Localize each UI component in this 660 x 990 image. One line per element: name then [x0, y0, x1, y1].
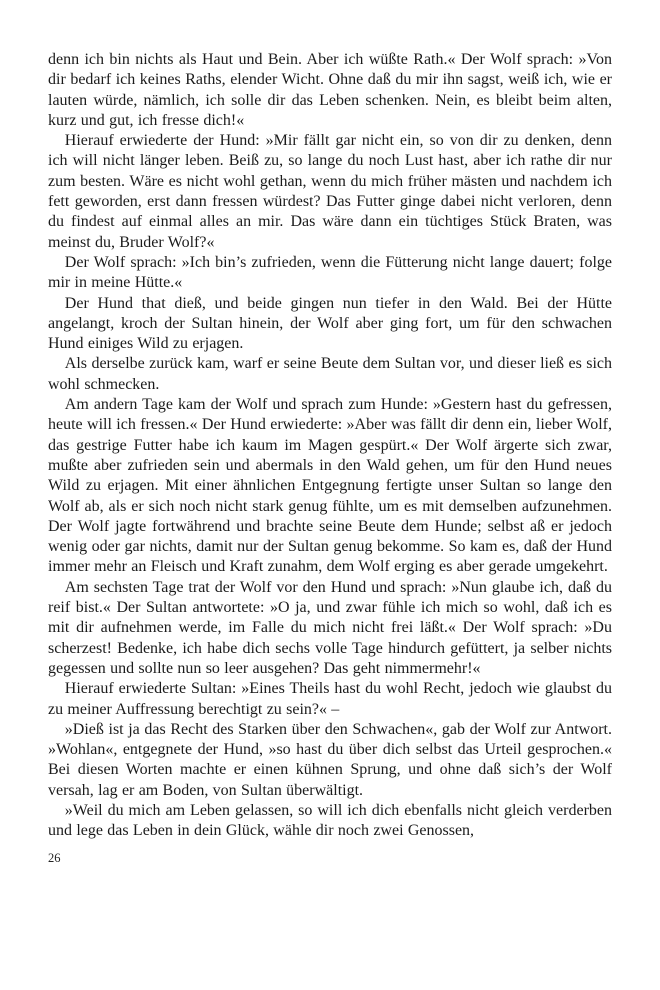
page-number: 26: [48, 850, 61, 865]
paragraph: Der Wolf sprach: »Ich bin’s zufrieden, wenn die Fütterung nicht lange dauert; folge mir in meine Hütte.«: [48, 253, 612, 292]
paragraph: Der Hund that dieß, und beide gingen nun tiefer in den Wald. Bei der Hütte angelangt, kroch der Sultan hinein, der Wolf aber ging fort, um für den schwachen Hund einiges Wild zu erjagen.: [48, 294, 612, 353]
paragraph: denn ich bin nichts als Haut und Bein. Aber ich wüßte Rath.« Der Wolf sprach: »Von dir bedarf ich keines Raths, elender Wicht. Ohne daß du mir ihn sagst, weiß ich, wie er lauten würde, nämlich, ich solle dir das Leben schenken. Nein, es bleibt beim alten, kurz und gut, ich fresse dich!«: [48, 51, 612, 129]
paragraph: Am sechsten Tage trat der Wolf vor den Hund und sprach: »Nun glaube ich, daß du reif bist.« Der Sultan antwortete: »O ja, und zwar fühle ich mich so wohl, daß ich es mit dir aufnehmen werde, im Falle du mich nicht frei läßt.« Der Wolf sprach: »Du scherzest! Bedenke, ich habe dich sechs volle Tage hindurch gefüttert, ja selber nichts gegessen und sollte nun so leer ausgehen? Das geht nimmermehr!«: [48, 578, 612, 677]
paragraph: Am andern Tage kam der Wolf und sprach zum Hunde: »Gestern hast du gefressen, heute will ich fressen.« Der Hund erwiederte: »Aber was fällt dir denn ein, lieber Wolf, das gestrige Futter habe ich kaum im Magen gespürt.« Der Wolf ärgerte sich zwar, mußte aber zufrieden sein und abermals in den Wald gehen, um für den Hund neues Wild zu erjagen. Mit einer ähnlichen Entgegnung fertigte unser Sultan so lange den Wolf ab, als er sich noch nicht stark genug fühlte, um es mit demselben aufzunehmen. Der Wolf jagte fortwährend und brachte seine Beute dem Hunde; selbst aß er jedoch wenig oder gar nichts, damit nur der Sultan genug bekomme. So kam es, daß der Hund immer mehr an Fleisch und Kraft zunahm, dem Wolf erging es aber gerade umgekehrt.: [48, 396, 612, 576]
paragraph: Als derselbe zurück kam, warf er seine Beute dem Sultan vor, und dieser ließ es sich wohl schmecken.: [48, 355, 612, 393]
paragraph: »Weil du mich am Leben gelassen, so will ich dich ebenfalls nicht gleich verderben und lege das Leben in dein Glück, wähle dir noch zwei Genossen,: [48, 801, 612, 840]
paragraph: »Dieß ist ja das Recht des Starken über den Schwachen«, gab der Wolf zur Antwort. »Wohlan«, entgegnete der Hund, »so hast du über dich selbst das Urteil gesprochen.« Bei diesen Worten machte er einen kühnen Sprung, und ohne daß sich’s der Wolf versah, lag er am Boden, von Sultan überwältigt.: [48, 720, 612, 799]
paragraph: Hierauf erwiederte der Hund: »Mir fällt gar nicht ein, so von dir zu denken, denn ich will nicht länger leben. Beiß zu, so lange du noch Lust hast, aber ich rathe dir nur zum besten. Wäre es nicht wohl gethan, wenn du mich früher mästen und nachdem ich fett geworden, erst dann fressen würdest? Das Futter ginge dabei nicht verloren, denn du findest auf einmal alles an mir. Das wäre dann ein tüchtiges Stück Braten, was meinst du, Bruder Wolf?«: [48, 132, 612, 251]
text-block: [48, 50, 612, 842]
paragraph: Hierauf erwiederte Sultan: »Eines Theils hast du wohl Recht, jedoch wie glaubst du zu meiner Auffressung berechtigt zu sein?« –: [48, 680, 612, 718]
